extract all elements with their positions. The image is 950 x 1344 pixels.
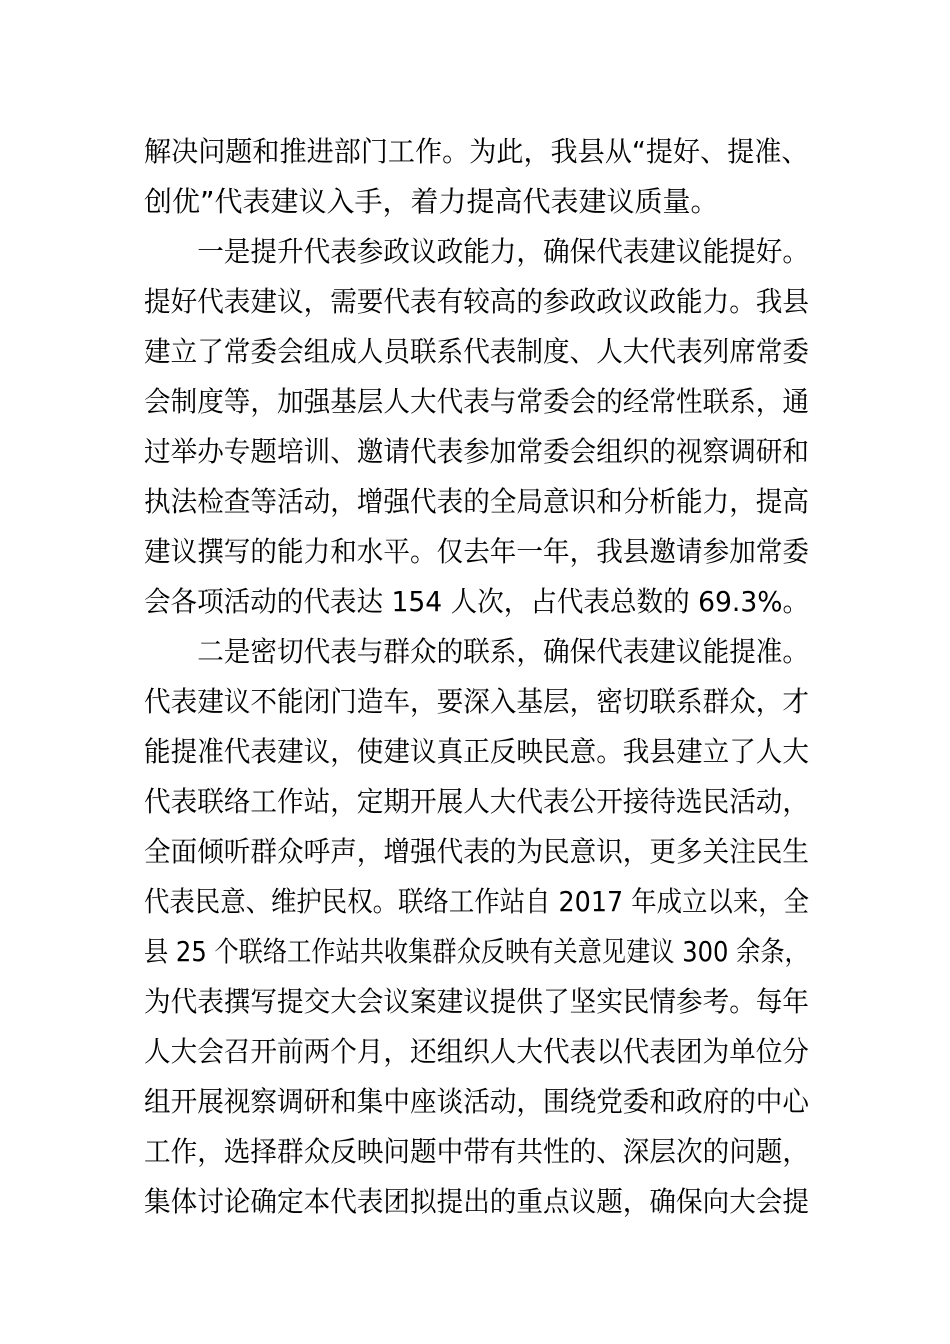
text-line: 代表联络工作站，定期开展人大代表公开接待选民活动，: [144, 785, 810, 818]
text-line: 解决问题和推进部门工作。为此，我县从“提好、提准、: [144, 135, 809, 168]
text-line: 过举办专题培训、邀请代表参加常委会组织的视察调研和: [144, 435, 810, 468]
text-line: 集体讨论确定本代表团拟提出的重点议题，确保向大会提: [144, 1185, 810, 1218]
text-line: 为代表撰写提交大会议案建议提供了坚实民情参考。每年: [144, 985, 810, 1018]
text-line: 能提准代表建议，使建议真正反映民意。我县建立了人大: [144, 735, 810, 768]
text-line: 代表建议不能闭门造车，要深入基层，密切联系群众，才: [144, 685, 810, 718]
text-line: 代表民意、维护民权。联络工作站自 2017 年成立以来，全: [144, 885, 810, 918]
text-line: 建立了常委会组成人员联系代表制度、人大代表列席常委: [144, 335, 810, 368]
text-line: 一是提升代表参政议政能力，确保代表建议能提好。: [144, 235, 810, 268]
text-line: 会各项活动的代表达 154 人次，占代表总数的 69.3%。: [144, 585, 810, 618]
text-line: 工作，选择群众反映问题中带有共性的、深层次的问题，: [144, 1135, 810, 1168]
text-line: 提好代表建议，需要代表有较高的参政政议政能力。我县: [144, 285, 810, 318]
text-line: 组开展视察调研和集中座谈活动，围绕党委和政府的中心: [144, 1085, 810, 1118]
text-line: 建议撰写的能力和水平。仅去年一年，我县邀请参加常委: [144, 535, 810, 568]
text-line: 创优”代表建议入手，着力提高代表建议质量。: [144, 185, 719, 218]
text-line: 人大会召开前两个月，还组织人大代表以代表团为单位分: [144, 1035, 810, 1068]
text-line: 二是密切代表与群众的联系，确保代表建议能提准。: [144, 635, 810, 668]
text-line: 会制度等，加强基层人大代表与常委会的经常性联系，通: [144, 385, 810, 418]
text-line: 县 25 个联络工作站共收集群众反映有关意见建议 300 余条，: [144, 935, 809, 968]
text-line: 全面倾听群众呼声，增强代表的为民意识，更多关注民生: [144, 835, 810, 868]
text-line: 执法检查等活动，增强代表的全局意识和分析能力，提高: [144, 485, 810, 518]
